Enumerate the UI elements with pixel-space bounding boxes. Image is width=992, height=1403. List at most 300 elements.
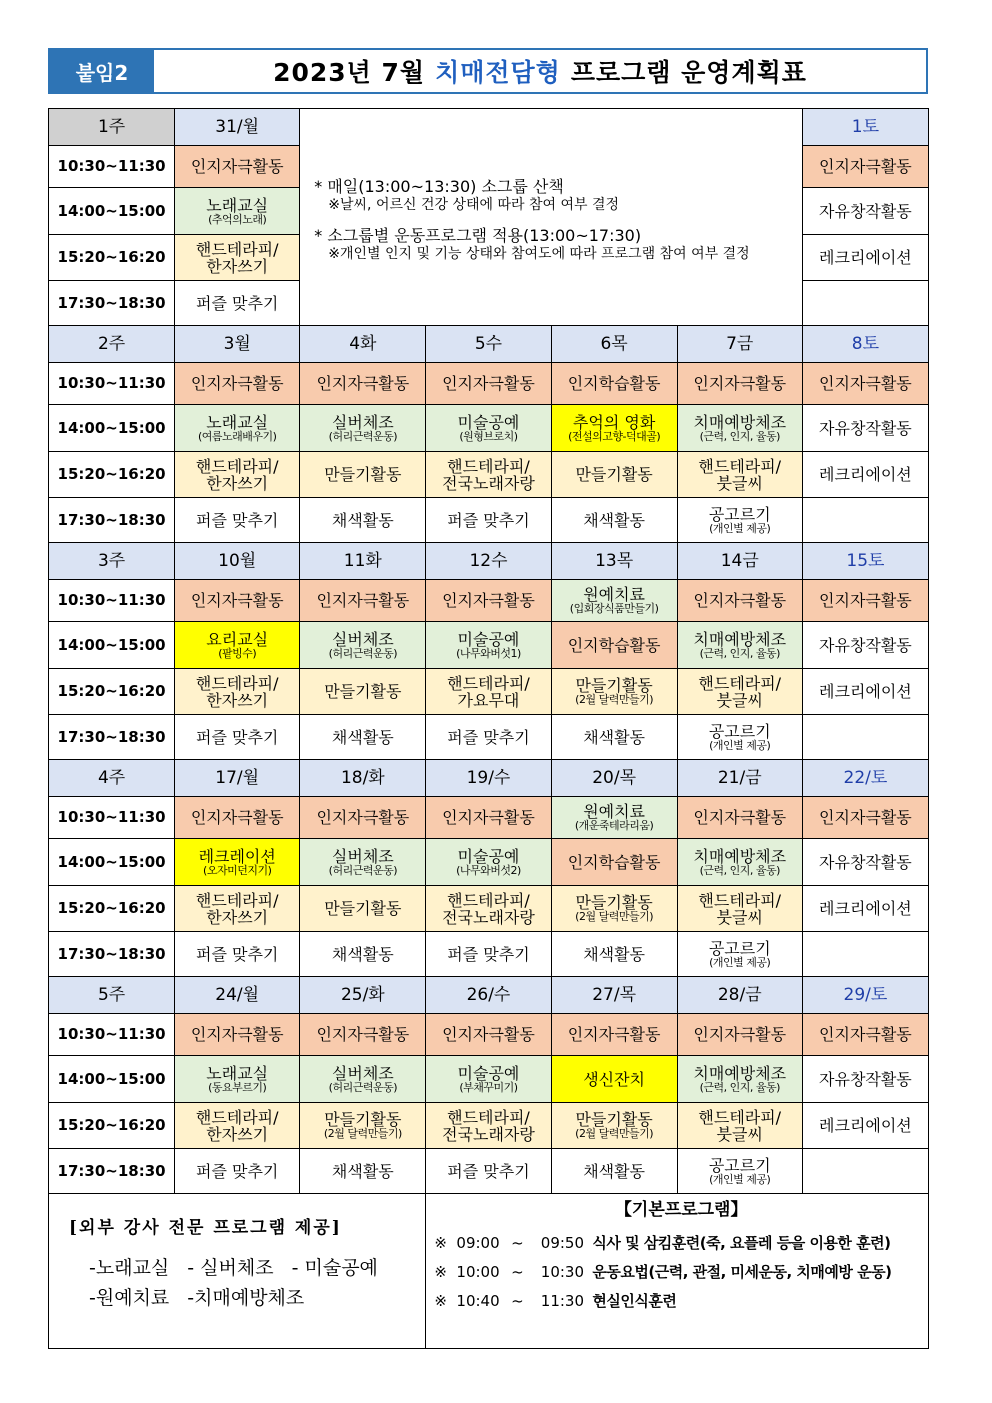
activity-name: 인지자극활동 xyxy=(442,1025,535,1044)
activity-detail: (오자미던지기) xyxy=(203,863,272,877)
activity-cell xyxy=(175,669,300,715)
activity-cell xyxy=(426,1056,551,1103)
day-header: 12수 xyxy=(426,543,551,580)
activity-cell xyxy=(426,669,551,715)
activity-name-line2: 전국노래자랑 xyxy=(442,473,535,493)
external-program: -노래교실 xyxy=(89,1257,170,1279)
activity-name: 핸드테라피/ xyxy=(447,673,530,693)
activity-cell xyxy=(175,188,300,235)
activity-name: 채색활동 xyxy=(331,727,394,747)
external-program: - 미술공예 xyxy=(291,1257,378,1279)
activity-cell xyxy=(802,405,928,452)
activity-cell xyxy=(300,405,426,452)
activity-detail: (근력, 인지, 율동) xyxy=(699,646,780,660)
time-slot: 14:00~15:00 xyxy=(49,622,175,669)
activity-cell xyxy=(802,669,928,715)
day-header: 18/화 xyxy=(300,760,426,797)
activity-detail: (2월 달력만들기) xyxy=(323,1127,402,1140)
activity-name: 핸드테라피/ xyxy=(447,890,530,910)
activity-cell xyxy=(802,146,928,188)
activity-name: 핸드테라피/ xyxy=(698,673,782,693)
activity-detail: (2월 달력만들기) xyxy=(575,693,654,706)
activity-name: 채색활동 xyxy=(583,727,646,747)
time-row xyxy=(49,839,929,886)
day-header: 27/목 xyxy=(551,977,677,1014)
day-header-saturday: 8토 xyxy=(802,326,928,363)
activity-cell xyxy=(802,622,928,669)
activity-cell xyxy=(175,1014,300,1056)
activity-name: 자유창작활동 xyxy=(819,201,912,221)
time-row xyxy=(49,363,929,405)
day-header: 4화 xyxy=(300,326,426,363)
time-separator: ~ xyxy=(511,1234,524,1252)
activity-name: 핸드테라피/ xyxy=(698,1107,782,1127)
activity-cell xyxy=(677,1056,802,1103)
activity-name-line2: 전국노래자랑 xyxy=(442,907,535,927)
activity-name: 인지자극활동 xyxy=(693,1025,787,1044)
activity-name: 퍼즐 맞추기 xyxy=(447,510,530,530)
start-time: 10:00 xyxy=(456,1263,500,1281)
activity-cell xyxy=(802,363,928,405)
day-header: 19/수 xyxy=(426,760,551,797)
activity-name: 치매예방체조 xyxy=(693,412,787,432)
activity-name: 레크리에이션 xyxy=(819,1116,912,1135)
activity-cell xyxy=(175,932,300,977)
activity-name: 인지자극활동 xyxy=(316,808,410,827)
activity-name: 만들기활동 xyxy=(324,682,402,701)
time-slot: 17:30~18:30 xyxy=(49,1149,175,1194)
week-header-row xyxy=(49,109,929,146)
activity-name: 인지자극활동 xyxy=(442,808,535,827)
activity-cell xyxy=(802,797,928,839)
activity-name: 인지자극활동 xyxy=(819,1025,912,1044)
activity-cell xyxy=(426,839,551,886)
activity-name: 만들기활동 xyxy=(575,465,653,484)
activity-cell xyxy=(551,622,677,669)
activity-name: 치매예방체조 xyxy=(693,846,787,866)
activity-name: 만들기활동 xyxy=(575,893,653,912)
activity-name: 인지자극활동 xyxy=(190,808,284,827)
external-program: -원예치료 xyxy=(89,1287,170,1309)
activity-cell xyxy=(300,363,426,405)
week-header-row xyxy=(49,977,929,1014)
activity-cell xyxy=(551,580,677,622)
time-separator: ~ xyxy=(511,1263,524,1281)
title-highlight: 치매전담형 xyxy=(435,58,561,87)
activity-name: 핸드테라피/ xyxy=(698,456,782,476)
activity-name: 인지자극활동 xyxy=(693,591,787,610)
activity-name: 퍼즐 맞추기 xyxy=(196,944,279,964)
activity-name: 자유창작활동 xyxy=(819,635,912,655)
activity-cell xyxy=(300,452,426,498)
week-label: 1주 xyxy=(49,109,175,146)
activity-name-line2: 붓글씨 xyxy=(716,1124,763,1144)
activity-name: 레크리에이션 xyxy=(819,899,912,918)
activity-cell xyxy=(426,886,551,932)
external-program: -치매예방체조 xyxy=(187,1287,305,1309)
activity-cell xyxy=(300,1149,426,1194)
time-slot: 17:30~18:30 xyxy=(49,932,175,977)
activity-cell xyxy=(677,580,802,622)
external-program: - 실버체조 xyxy=(187,1257,274,1279)
activity-cell xyxy=(300,886,426,932)
activity-name-line2: 붓글씨 xyxy=(716,473,763,493)
time-slot: 14:00~15:00 xyxy=(49,839,175,886)
basic-programs xyxy=(426,1194,929,1349)
activity-name: 인지자극활동 xyxy=(190,1025,284,1044)
activity-name: 핸드테라피/ xyxy=(195,456,279,476)
activity-name: 퍼즐 맞추기 xyxy=(196,1161,279,1181)
activity-detail: (개인별 제공) xyxy=(709,955,771,969)
activity-cell xyxy=(677,886,802,932)
basic-program-item xyxy=(434,1258,928,1287)
activity-cell xyxy=(300,498,426,543)
note-walk: * 매일(13:00~13:30) 소그룹 산책 xyxy=(314,177,564,196)
activity-detail: (개인별 제공) xyxy=(709,521,771,535)
activity-name: 인지자극활동 xyxy=(316,591,410,610)
time-row xyxy=(49,1149,929,1194)
activity-name: 인지학습활동 xyxy=(567,635,661,655)
activity-cell xyxy=(175,1149,300,1194)
day-header: 31/월 xyxy=(175,109,300,146)
week-label: 5주 xyxy=(49,977,175,1014)
external-title: [외부 강사 전문 프로그램 제공] xyxy=(69,1218,342,1238)
activity-cell xyxy=(300,1103,426,1149)
note-exercise-detail: ※개인별 인지 및 기능 상태와 참여도에 따라 프로그램 참여 여부 결정 xyxy=(328,246,750,262)
week-header-row xyxy=(49,543,929,580)
activity-cell xyxy=(551,715,677,760)
activity-detail: (나무와버섯1) xyxy=(456,646,521,660)
activity-name: 퍼즐 맞추기 xyxy=(447,727,530,747)
activity-name: 미술공예 xyxy=(457,412,520,432)
activity-cell xyxy=(551,1014,677,1056)
activity-cell xyxy=(175,797,300,839)
activity-name: 만들기활동 xyxy=(324,465,402,484)
day-header: 6목 xyxy=(551,326,677,363)
activity-name: 공고르기 xyxy=(708,504,771,524)
activity-name: 추억의 영화 xyxy=(572,412,656,432)
day-header-saturday: 1토 xyxy=(802,109,928,146)
activity-cell xyxy=(426,405,551,452)
activity-name: 핸드테라피/ xyxy=(195,239,279,259)
activity-name: 인지자극활동 xyxy=(693,808,787,827)
activity-detail: (입회장식품만들기) xyxy=(569,602,659,615)
activity-name: 노래교실 xyxy=(206,1063,269,1083)
time-slot: 17:30~18:30 xyxy=(49,498,175,543)
activity-name: 핸드테라피/ xyxy=(698,890,782,910)
footer-row xyxy=(49,1194,929,1349)
activity-cell xyxy=(802,188,928,235)
note-mark: ※ xyxy=(434,1292,447,1310)
day-header: 21/금 xyxy=(677,760,802,797)
activity-cell xyxy=(175,363,300,405)
basic-title: 【기본프로그램】 xyxy=(614,1200,748,1220)
activity-cell xyxy=(802,886,928,932)
program-description: 운동요법(근력, 관절, 미세운동, 치매예방 운동) xyxy=(592,1263,892,1281)
activity-cell xyxy=(426,715,551,760)
time-slot: 14:00~15:00 xyxy=(49,405,175,452)
day-header: 5수 xyxy=(426,326,551,363)
activity-cell xyxy=(175,839,300,886)
activity-cell xyxy=(802,452,928,498)
end-time: 09:50 xyxy=(540,1234,585,1252)
activity-cell xyxy=(175,1103,300,1149)
time-slot: 15:20~16:20 xyxy=(49,235,175,281)
activity-name-line2: 가요무대 xyxy=(457,690,520,710)
activity-cell xyxy=(300,715,426,760)
activity-cell xyxy=(175,235,300,281)
activity-name: 노래교실 xyxy=(206,195,269,215)
activity-cell xyxy=(300,932,426,977)
time-row xyxy=(49,622,929,669)
activity-cell xyxy=(551,1103,677,1149)
day-header: 3월 xyxy=(175,326,300,363)
day-header: 10월 xyxy=(175,543,300,580)
activity-detail: (추억의노래) xyxy=(208,212,267,226)
activity-cell xyxy=(677,498,802,543)
activity-cell xyxy=(677,1149,802,1194)
week-label: 3주 xyxy=(49,543,175,580)
time-row xyxy=(49,669,929,715)
activity-cell xyxy=(175,405,300,452)
activity-cell xyxy=(802,1149,928,1194)
activity-cell xyxy=(426,452,551,498)
activity-name: 인지자극활동 xyxy=(316,374,410,393)
day-header: 14금 xyxy=(677,543,802,580)
activity-name: 자유창작활동 xyxy=(819,418,912,438)
title-date: 2023년 7월 xyxy=(273,58,426,87)
day-header: 28/금 xyxy=(677,977,802,1014)
external-programs xyxy=(49,1194,426,1349)
activity-cell xyxy=(300,1056,426,1103)
activity-name: 원예치료 xyxy=(583,802,646,821)
activity-name: 실버체조 xyxy=(331,1063,394,1083)
time-separator: ~ xyxy=(511,1292,524,1310)
activity-name-line2: 한자쓰기 xyxy=(206,690,269,710)
time-row xyxy=(49,1014,929,1056)
activity-cell xyxy=(300,669,426,715)
activity-name: 만들기활동 xyxy=(575,676,653,695)
time-slot: 15:20~16:20 xyxy=(49,669,175,715)
activity-name: 만들기활동 xyxy=(575,1110,653,1129)
activity-cell xyxy=(426,932,551,977)
activity-cell xyxy=(175,715,300,760)
week-header-row xyxy=(49,326,929,363)
activity-name: 공고르기 xyxy=(708,721,771,741)
activity-name: 만들기활동 xyxy=(324,1110,402,1129)
activity-cell xyxy=(300,622,426,669)
activity-cell xyxy=(551,1056,677,1103)
activity-cell xyxy=(677,1103,802,1149)
activity-name: 자유창작활동 xyxy=(819,852,912,872)
activity-name: 퍼즐 맞추기 xyxy=(196,727,279,747)
activity-name: 실버체조 xyxy=(331,629,394,649)
activity-cell xyxy=(175,886,300,932)
day-header: 11화 xyxy=(300,543,426,580)
week-header-row xyxy=(49,760,929,797)
activity-cell xyxy=(677,363,802,405)
page-header xyxy=(48,48,928,94)
activity-name: 인지자극활동 xyxy=(190,157,284,176)
time-row xyxy=(49,498,929,543)
time-slot: 10:30~11:30 xyxy=(49,1014,175,1056)
activity-detail: (전설의고향-덕대골) xyxy=(568,429,661,443)
day-header-saturday: 22/토 xyxy=(802,760,928,797)
activity-name: 채색활동 xyxy=(583,510,646,530)
activity-detail: (여름노래배우기) xyxy=(197,429,277,443)
activity-cell xyxy=(551,1149,677,1194)
activity-cell xyxy=(677,839,802,886)
activity-name: 퍼즐 맞추기 xyxy=(447,944,530,964)
time-row xyxy=(49,580,929,622)
activity-cell xyxy=(802,498,928,543)
activity-name: 인지자극활동 xyxy=(819,808,912,827)
activity-cell xyxy=(677,405,802,452)
activity-name: 미술공예 xyxy=(457,1063,520,1083)
activity-cell xyxy=(802,715,928,760)
time-row xyxy=(49,886,929,932)
activity-name: 생신잔치 xyxy=(583,1069,646,1089)
time-slot: 10:30~11:30 xyxy=(49,363,175,405)
activity-detail: (개운죽테라리움) xyxy=(574,819,654,832)
day-header: 24/월 xyxy=(175,977,300,1014)
activity-cell xyxy=(802,580,928,622)
end-time: 11:30 xyxy=(540,1292,585,1310)
activity-name: 실버체조 xyxy=(331,412,394,432)
day-header: 25/화 xyxy=(300,977,426,1014)
activity-cell xyxy=(551,839,677,886)
day-header: 20/목 xyxy=(551,760,677,797)
external-list xyxy=(69,1253,425,1283)
time-row xyxy=(49,932,929,977)
activity-name-line2: 전국노래자랑 xyxy=(442,1124,535,1144)
schedule-table xyxy=(48,108,929,1349)
activity-cell xyxy=(426,363,551,405)
activity-name: 요리교실 xyxy=(206,629,269,649)
activity-name: 레크리에이션 xyxy=(819,682,912,701)
activity-cell xyxy=(677,932,802,977)
activity-cell xyxy=(300,839,426,886)
activity-name: 자유창작활동 xyxy=(819,1069,912,1089)
activity-cell xyxy=(677,669,802,715)
activity-name: 핸드테라피/ xyxy=(195,890,279,910)
activity-cell xyxy=(175,498,300,543)
attachment-badge: 붙임2 xyxy=(50,50,154,92)
activity-name: 공고르기 xyxy=(708,938,771,958)
activity-cell xyxy=(426,580,551,622)
program-description: 현실인식훈련 xyxy=(592,1292,677,1310)
time-row xyxy=(49,452,929,498)
start-time: 10:40 xyxy=(456,1292,500,1310)
activity-cell xyxy=(551,405,677,452)
time-row xyxy=(49,405,929,452)
time-slot: 17:30~18:30 xyxy=(49,715,175,760)
activity-name: 인지자극활동 xyxy=(567,1025,661,1044)
title-rest: 프로그램 운영계획표 xyxy=(570,58,807,87)
basic-program-item xyxy=(434,1287,928,1316)
activity-name: 채색활동 xyxy=(583,944,646,964)
activity-cell xyxy=(300,797,426,839)
end-time: 10:30 xyxy=(540,1263,585,1281)
time-slot: 15:20~16:20 xyxy=(49,452,175,498)
day-header: 13목 xyxy=(551,543,677,580)
activity-cell xyxy=(551,669,677,715)
activity-name: 레크리에이션 xyxy=(819,465,912,484)
activity-detail: (원형브로치) xyxy=(459,429,518,443)
activity-name: 레크리에이션 xyxy=(819,248,912,267)
activity-detail: (근력, 인지, 율동) xyxy=(699,863,780,877)
activity-detail: (근력, 인지, 율동) xyxy=(699,429,780,443)
activity-name: 인지학습활동 xyxy=(567,852,661,872)
activity-cell xyxy=(175,146,300,188)
note-walk-detail: ※날씨, 어르신 건강 상태에 따라 참여 여부 결정 xyxy=(328,197,620,213)
activity-name: 치매예방체조 xyxy=(693,629,787,649)
activity-name: 채색활동 xyxy=(583,1161,646,1181)
time-slot: 10:30~11:30 xyxy=(49,580,175,622)
activity-cell xyxy=(551,797,677,839)
activity-cell xyxy=(802,1014,928,1056)
activity-name: 노래교실 xyxy=(206,412,269,432)
activity-cell xyxy=(426,498,551,543)
time-slot: 15:20~16:20 xyxy=(49,886,175,932)
activity-name-line2: 한자쓰기 xyxy=(206,907,269,927)
activity-cell xyxy=(175,1056,300,1103)
activity-detail: (동요부르기) xyxy=(208,1080,267,1094)
activity-name: 핸드테라피/ xyxy=(447,456,530,476)
activity-cell xyxy=(677,1014,802,1056)
activity-name: 핸드테라피/ xyxy=(195,673,279,693)
activity-name: 인지자극활동 xyxy=(819,157,912,176)
activity-cell xyxy=(677,622,802,669)
activity-name: 채색활동 xyxy=(331,944,394,964)
activity-detail: (허리근력운동) xyxy=(328,863,397,877)
note-mark: ※ xyxy=(434,1234,447,1252)
time-slot: 17:30~18:30 xyxy=(49,281,175,326)
activity-detail: (개인별 제공) xyxy=(709,1172,771,1186)
activity-cell xyxy=(802,839,928,886)
week-label: 2주 xyxy=(49,326,175,363)
activity-cell xyxy=(426,622,551,669)
activity-name: 인지자극활동 xyxy=(190,374,284,393)
time-slot: 14:00~15:00 xyxy=(49,1056,175,1103)
time-slot: 14:00~15:00 xyxy=(49,188,175,235)
time-slot: 10:30~11:30 xyxy=(49,797,175,839)
program-description: 식사 및 삼킴훈련(죽, 요플레 등을 이용한 훈련) xyxy=(592,1234,891,1252)
activity-cell xyxy=(551,932,677,977)
activity-name: 인지자극활동 xyxy=(819,591,912,610)
activity-detail: (허리근력운동) xyxy=(328,646,397,660)
start-time: 09:00 xyxy=(456,1234,500,1252)
activity-name: 원예치료 xyxy=(583,585,646,604)
activity-cell xyxy=(175,452,300,498)
activity-detail: (2월 달력만들기) xyxy=(575,910,654,923)
activity-name: 인지자극활동 xyxy=(316,1025,410,1044)
daily-notes xyxy=(300,109,803,326)
time-row xyxy=(49,715,929,760)
time-slot: 15:20~16:20 xyxy=(49,1103,175,1149)
activity-detail: (팥빙수) xyxy=(218,646,257,660)
activity-name: 핸드테라피/ xyxy=(447,1107,530,1127)
activity-name-line2: 한자쓰기 xyxy=(206,256,269,276)
activity-cell xyxy=(677,797,802,839)
activity-name: 인지자극활동 xyxy=(190,591,284,610)
activity-name: 실버체조 xyxy=(331,846,394,866)
activity-cell xyxy=(677,715,802,760)
activity-cell xyxy=(175,281,300,326)
activity-cell xyxy=(426,1149,551,1194)
activity-cell xyxy=(551,886,677,932)
activity-name-line2: 한자쓰기 xyxy=(206,1124,269,1144)
